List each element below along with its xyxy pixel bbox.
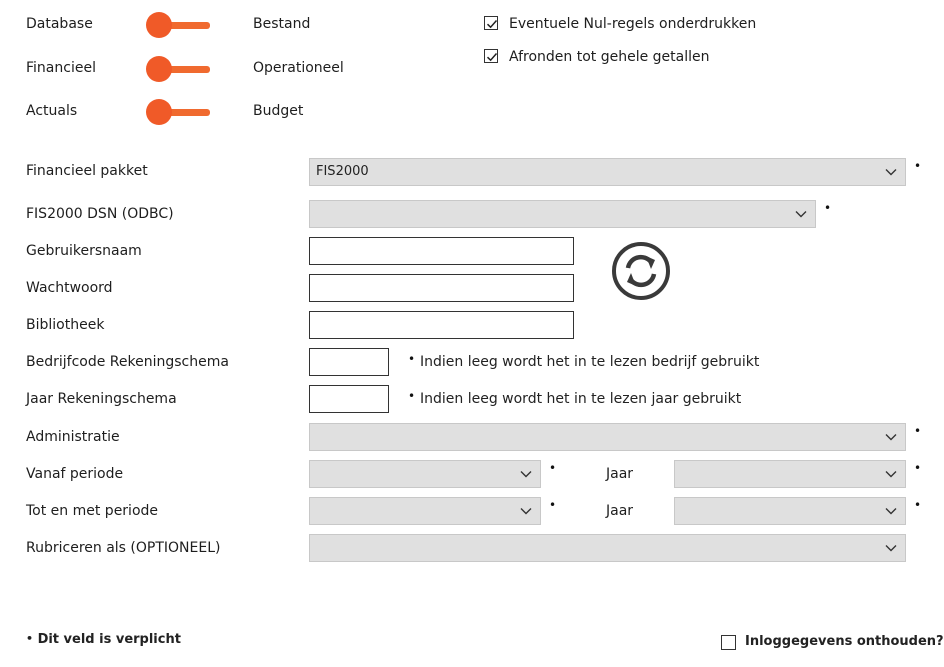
library-label: Bibliotheek <box>26 317 105 333</box>
suppress-zero-rows-checkbox[interactable] <box>484 16 498 30</box>
year-schema-label: Jaar Rekeningschema <box>26 391 177 407</box>
financial-package-label: Financieel pakket <box>26 163 148 179</box>
remember-login-checkbox[interactable] <box>721 635 736 650</box>
chevron-down-icon <box>885 433 897 441</box>
chevron-down-icon <box>795 210 807 218</box>
remember-login-label: Inloggegevens onthouden? <box>745 634 944 649</box>
chevron-down-icon <box>885 507 897 515</box>
to-year-select[interactable] <box>674 497 906 525</box>
from-period-label: Vanaf periode <box>26 466 124 482</box>
toggle-right-label-budget: Budget <box>253 103 304 119</box>
company-code-note: Indien leeg wordt het in te lezen bedrijf gebruikt <box>420 354 760 370</box>
database-bestand-toggle[interactable] <box>146 12 214 38</box>
required-field-note-text: Dit veld is verplicht <box>37 632 181 647</box>
company-code-label: Bedrijfcode Rekeningschema <box>26 354 229 370</box>
toggle-right-label-operationeel: Operationeel <box>253 60 344 76</box>
required-marker: • <box>549 498 557 512</box>
chevron-down-icon <box>885 470 897 478</box>
classify-as-select[interactable] <box>309 534 906 562</box>
financial-package-value: FIS2000 <box>316 164 369 179</box>
to-period-select[interactable] <box>309 497 541 525</box>
library-input[interactable] <box>309 311 574 339</box>
from-year-select[interactable] <box>674 460 906 488</box>
required-field-note <box>26 632 181 647</box>
to-period-label: Tot en met periode <box>26 503 159 519</box>
classify-as-label: Rubriceren als (OPTIONEEL) <box>26 540 221 556</box>
to-year-label: Jaar <box>606 503 634 519</box>
suppress-zero-rows-label: Eventuele Nul-regels onderdrukken <box>509 16 757 32</box>
financieel-operationeel-toggle[interactable] <box>146 56 214 82</box>
toggle-left-label-actuals: Actuals <box>26 103 78 119</box>
required-marker: • <box>914 498 922 512</box>
chevron-down-icon <box>520 507 532 515</box>
required-marker: • <box>914 159 922 173</box>
year-schema-note: Indien leeg wordt het in te lezen jaar gebruikt <box>420 391 742 407</box>
toggle-left-label-database: Database <box>26 16 93 32</box>
administration-select[interactable] <box>309 423 906 451</box>
round-whole-numbers-label: Afronden tot gehele getallen <box>509 49 710 65</box>
year-schema-input[interactable] <box>309 385 389 413</box>
toggle-knob[interactable] <box>146 99 172 125</box>
company-code-input[interactable] <box>309 348 389 376</box>
chevron-down-icon <box>885 168 897 176</box>
actuals-budget-toggle[interactable] <box>146 99 214 125</box>
refresh-button[interactable] <box>611 241 671 301</box>
required-marker: • <box>26 632 34 645</box>
toggle-right-label-bestand: Bestand <box>253 16 311 32</box>
password-input[interactable] <box>309 274 574 302</box>
from-year-label: Jaar <box>606 466 634 482</box>
check-icon <box>485 50 499 64</box>
password-label: Wachtwoord <box>26 280 113 296</box>
required-marker: • <box>914 461 922 475</box>
round-whole-numbers-checkbox[interactable] <box>484 49 498 63</box>
toggle-knob[interactable] <box>146 56 172 82</box>
required-marker: • <box>549 461 557 475</box>
chevron-down-icon <box>520 470 532 478</box>
required-marker: • <box>824 201 832 215</box>
refresh-icon <box>611 241 671 301</box>
check-icon <box>485 17 499 31</box>
required-marker: • <box>914 424 922 438</box>
dsn-select[interactable] <box>309 200 816 228</box>
note-marker: • <box>408 389 416 403</box>
toggle-left-label-financieel: Financieel <box>26 60 96 76</box>
administration-label: Administratie <box>26 429 120 445</box>
dsn-label: FIS2000 DSN (ODBC) <box>26 206 174 222</box>
from-period-select[interactable] <box>309 460 541 488</box>
username-input[interactable] <box>309 237 574 265</box>
chevron-down-icon <box>885 544 897 552</box>
username-label: Gebruikersnaam <box>26 243 142 259</box>
note-marker: • <box>408 352 416 366</box>
financial-package-select[interactable] <box>309 158 906 186</box>
toggle-knob[interactable] <box>146 12 172 38</box>
